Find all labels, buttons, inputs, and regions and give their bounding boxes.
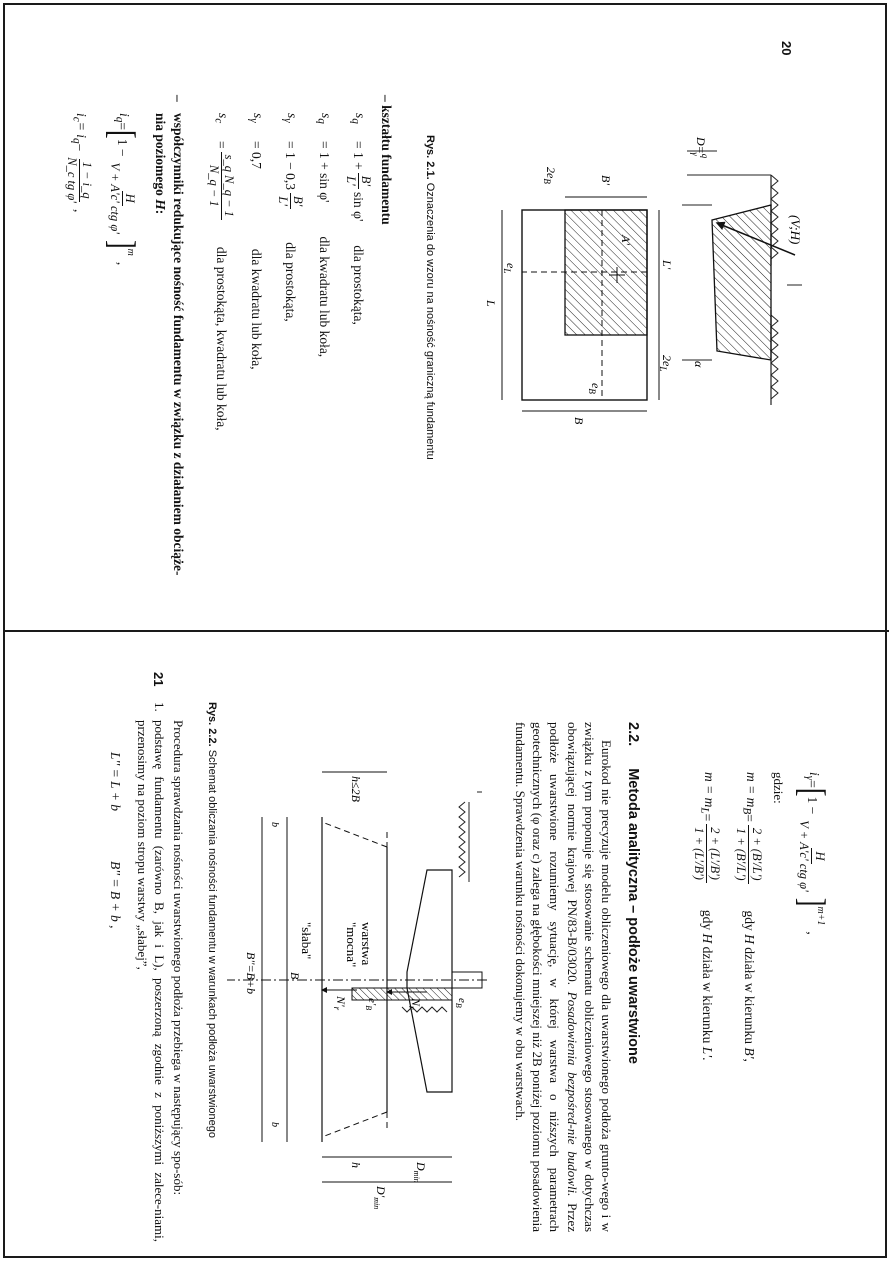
shape-factors-heading	[377, 95, 395, 595]
svg-text:D=qγ	[690, 136, 710, 159]
eb-sub: B	[454, 1002, 463, 1008]
formula-L2: L'' = L + b	[107, 752, 123, 812]
formula-sq-rect: $s_q$ = 1 + B' L' sin φ' dla prostokąta,	[343, 113, 374, 325]
svg-text:e'B	[364, 998, 378, 1010]
formula-sgamma-rect: $s_\gamma$ = 1 − 0,3 B' L' dla prostokąta,	[275, 113, 306, 322]
figure-caption-text: Schemat obliczania nośności fundamentu w warunkach podłoża uwarstwionego	[206, 749, 218, 1138]
dim-Lp: L'	[660, 260, 674, 270]
depth-den: γ	[690, 152, 700, 156]
heading-var: H	[153, 199, 169, 210]
dim-eB-sub: B	[587, 388, 597, 394]
dim-eL-sub: L	[502, 268, 512, 274]
heading-end: :	[153, 209, 169, 215]
nr-label: N	[409, 998, 423, 1007]
figure-2-2-diagram	[227, 762, 487, 1210]
layer-word: warstwa	[359, 922, 374, 966]
formulas-top	[686, 772, 835, 1232]
dim-2eB: 2e	[544, 167, 558, 179]
svg-text:eB	[587, 383, 603, 394]
bullet: –	[171, 95, 186, 102]
h-label: h	[349, 1162, 363, 1168]
load-label: (V;H)	[788, 215, 803, 245]
dmin-sub: min	[412, 1170, 421, 1183]
dmin-prime-sub: min	[372, 1197, 381, 1210]
dim-2eB-sub: B	[542, 178, 552, 184]
figure-2-1-caption	[422, 135, 437, 575]
eb-prime-sub: B	[364, 1005, 373, 1011]
half-b-top: b	[269, 822, 280, 827]
item-text: podstawę fundamentu (zarówno B, jak i L), poszerzoną zgodnie z poniższymi zalece-niami, przenosimy na poziom stropu warstwy „słabej”,	[134, 720, 167, 1242]
figure-label: Rys. 2.2.	[206, 702, 218, 747]
dim-B: B	[572, 417, 586, 425]
depth-num: q	[700, 153, 710, 159]
svg-text:D'min	[372, 1185, 388, 1209]
formula-igamma: $i_\gamma$ = [ 1 − H V + A'c' ctg φ' ] m+1 ,	[792, 772, 833, 935]
footing-plan	[484, 167, 674, 425]
footing-section	[682, 136, 803, 405]
angle-label: α	[692, 361, 706, 368]
formula-mB: $m = m_B$ = 2 + (B'/L') 1 + (B'/L') gdy H działa w kierunku B',	[734, 772, 764, 1062]
section-2-2	[512, 722, 642, 1232]
formula-L2-B2	[106, 752, 124, 1242]
dim-L: L	[484, 300, 498, 307]
section-heading	[623, 722, 642, 1232]
page-20	[5, 5, 887, 630]
formula-mL: $m = m_L$ = 2 + (L'/B') 1 + (L'/B') gdy H działa w kierunku L'.	[692, 772, 722, 1061]
dim-eB: e	[589, 383, 603, 389]
svg-text:eB	[454, 998, 468, 1008]
dmin-label: D	[414, 1162, 428, 1171]
section-number: 2.2.	[625, 722, 641, 747]
heading-text: kształtu fundamentu	[379, 105, 394, 225]
formula-iq: $i_q$ = [ 1 − H V + A'c' ctg φ' ] m ,	[102, 113, 144, 266]
heading-line-1: współczynniki redukujące nośność fundamentu w związku z działaniem obciąże-	[171, 113, 186, 576]
page-number: 20	[779, 41, 794, 56]
procedure-item-1	[134, 702, 168, 1242]
page-21	[5, 632, 887, 1258]
nr-prime-label: N'	[334, 996, 348, 1007]
figure-caption-text: Oznaczenia do wzoru na nośność graniczną fundamentu	[424, 182, 436, 460]
nr-sub: r	[407, 1006, 417, 1010]
figure-label: Rys. 2.1.	[424, 135, 436, 180]
section-title: Metoda analityczna – podłoże uwarstwione	[625, 768, 641, 1064]
formula-sgamma-square: $s_\gamma$ = 0,7 dla kwadratu lub koła,	[247, 113, 266, 370]
b2-label: B''=B+b	[244, 952, 258, 994]
eb-prime-label: e'	[366, 998, 378, 1006]
where-label: gdzie:	[771, 772, 786, 804]
b-label: B	[288, 972, 302, 980]
figure-2-1-diagram	[467, 115, 807, 515]
dim-2eL-sub: L	[658, 366, 668, 372]
dim-eL: e	[504, 263, 518, 269]
page-20-container	[5, 5, 887, 630]
svg-text:Dmin	[412, 1161, 428, 1183]
formula-ic: $i_c$ = $i_q$ − 1 − i_q N_c tg φ' ,	[64, 113, 95, 213]
item-number: 1.	[151, 702, 167, 712]
dim-Bp: B'	[599, 175, 613, 185]
formula-sc: $s_c$ = s_q N_q − 1 N_q − 1 dla prostokąta, kwadratu lub koła,	[206, 113, 237, 431]
procedure-section	[106, 702, 187, 1242]
formula-B2: B'' = B + b ,	[107, 861, 123, 929]
half-b-bot: b	[269, 1122, 280, 1127]
svg-text:eL	[502, 263, 518, 273]
bullet: –	[379, 95, 394, 102]
reduction-factors-heading	[151, 95, 187, 615]
procedure-intro: Procedura sprawdzania nośności uwarstwionego podłoża przebiega w następujący spo-sób:	[171, 720, 186, 1196]
reduction-factors-section	[59, 95, 187, 615]
heading-line-2: nia poziomego	[153, 113, 169, 200]
svg-text:2eB	[542, 167, 558, 184]
svg-text:N'r	[332, 995, 348, 1011]
eb-label: e	[456, 998, 468, 1003]
h-limit-label: h≤2B	[349, 776, 363, 802]
page-number: 21	[151, 672, 166, 687]
page-21-container	[5, 632, 887, 1258]
area-label: A'	[619, 235, 633, 245]
figure-2-2-caption	[204, 702, 219, 1242]
dim-2eL: 2e	[660, 355, 674, 367]
shape-factors-section	[201, 95, 395, 595]
section-paragraph: Eurokod nie precyzuje modelu obliczeniowego dla uwarstwionego podłoża grunto-wego i w związku z tym proponuje się stosowanie schematu obliczeniowego stosowanego w dotychczas obowiązującej normie krajowej PN/83-B/03020. Posadowienia bezpośred-nie budowli. Przez podłoże uwarstwione rozumiemy sytuację, w której warstwa o niższych parametrach geotechnicznych (φ oraz c) zalega na głębokości mniejszej niż 2B poniżej poziomu posadowienia fundamentu. Sprawdzenia warunku nośności dokonujemy w obu warstwach.	[513, 722, 614, 1232]
weak-label: "słaba"	[299, 922, 314, 960]
strong-label: "mocna"	[344, 922, 359, 968]
svg-text:2eL	[658, 355, 674, 371]
dmin-prime-label: D'	[374, 1186, 388, 1198]
nr-prime-sub: r	[332, 1006, 342, 1011]
formula-sq-square: $s_q$ = 1 + sin φ' dla kwadratu lub koła,	[315, 113, 334, 358]
depth-label: D=	[694, 137, 708, 154]
